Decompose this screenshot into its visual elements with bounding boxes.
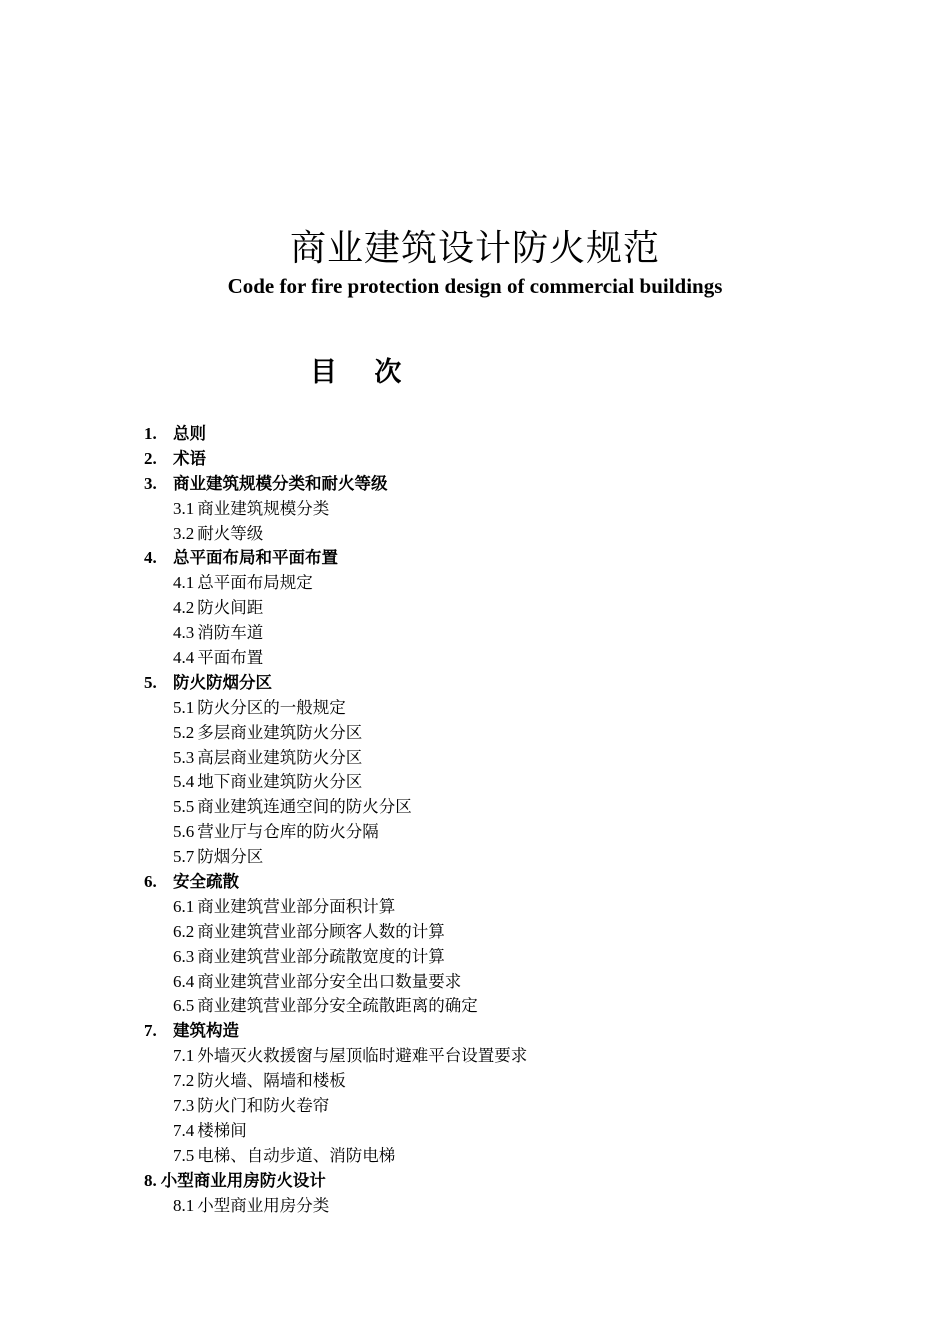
- toc-entry-title: 耐火等级: [197, 523, 264, 543]
- toc-entry-number: 4.2: [173, 598, 195, 618]
- toc-entry-number: 4.1: [173, 573, 195, 593]
- toc-entry-title: 术语: [173, 448, 206, 468]
- toc-entry-title: 防烟分区: [197, 847, 264, 867]
- toc-entry-number: 5.1: [173, 697, 195, 717]
- toc-entry-title: 总则: [173, 424, 206, 443]
- toc-entry-number: 5.2: [173, 722, 195, 742]
- toc-chapter-entry[interactable]: [144, 671, 904, 696]
- toc-entry-title: 楼梯间: [197, 1120, 247, 1140]
- toc-chapter-entry[interactable]: [144, 870, 904, 895]
- toc-section-entry[interactable]: [144, 1094, 904, 1119]
- toc-entry-number: 5.4: [173, 772, 195, 792]
- toc-section-entry[interactable]: [144, 1069, 904, 1094]
- toc-entry-title: 防火门和防火卷帘: [197, 1096, 330, 1116]
- toc-section-entry[interactable]: [144, 571, 904, 596]
- toc-section-entry[interactable]: [144, 522, 904, 547]
- toc-entry-number: 4.: [144, 548, 157, 568]
- toc-entry-number: 8.1: [173, 1195, 195, 1215]
- toc-entry-number: 3.2: [173, 523, 195, 543]
- table-of-contents: [144, 422, 904, 1219]
- toc-section-entry[interactable]: [144, 845, 904, 870]
- toc-section-entry[interactable]: [144, 920, 904, 945]
- toc-entry-title: 防火墙、隔墙和楼板: [197, 1071, 346, 1091]
- toc-section-entry[interactable]: [144, 994, 904, 1019]
- toc-entry-title: 商业建筑连通空间的防火分区: [197, 797, 412, 817]
- toc-entry-title: 小型商业用房分类: [197, 1195, 330, 1215]
- toc-chapter-entry[interactable]: [144, 546, 904, 571]
- toc-chapter-entry[interactable]: [144, 472, 904, 497]
- toc-entry-title: 外墙灭火救援窗与屋顶临时避难平台设置要求: [197, 1046, 528, 1066]
- toc-entry-number: 6.2: [173, 921, 195, 941]
- toc-entry-number: 5.3: [173, 747, 195, 767]
- toc-entry-title: 多层商业建筑防火分区: [197, 722, 363, 742]
- document-title-chinese: 商业建筑设计防火规范: [289, 228, 660, 269]
- toc-entry-number: 7.5: [173, 1145, 195, 1165]
- toc-entry-title: 商业建筑营业部分顾客人数的计算: [197, 921, 445, 941]
- toc-entry-number: 8.: [144, 1170, 157, 1190]
- toc-section-entry[interactable]: [144, 895, 904, 920]
- toc-section-entry[interactable]: [144, 1144, 904, 1169]
- toc-section-entry[interactable]: [144, 746, 904, 771]
- toc-entry-number: 6.4: [173, 971, 195, 991]
- toc-chapter-entry[interactable]: [144, 422, 904, 447]
- toc-entry-number: 5.6: [173, 822, 195, 842]
- toc-section-entry[interactable]: [144, 795, 904, 820]
- toc-section-entry[interactable]: [144, 646, 904, 671]
- toc-entry-number: 4.3: [173, 623, 195, 643]
- toc-chapter-entry[interactable]: [144, 447, 904, 472]
- toc-section-entry[interactable]: [144, 596, 904, 621]
- toc-entry-number: 3.: [144, 473, 157, 493]
- toc-entry-title: 总平面布局规定: [197, 573, 313, 593]
- toc-section-entry[interactable]: [144, 820, 904, 845]
- toc-entry-number: 6.1: [173, 896, 195, 916]
- toc-entry-title: 商业建筑规模分类: [197, 498, 330, 518]
- toc-entry-number: 7.4: [173, 1120, 195, 1140]
- toc-entry-number: 6.5: [173, 996, 195, 1016]
- toc-entry-number: 2.: [144, 448, 157, 468]
- toc-entry-number: 5.5: [173, 797, 195, 817]
- toc-entry-number: 5.: [144, 672, 157, 692]
- toc-section-entry[interactable]: [144, 1119, 904, 1144]
- toc-entry-title: 商业建筑营业部分安全疏散距离的确定: [197, 996, 478, 1016]
- toc-section-entry[interactable]: [144, 945, 904, 970]
- toc-entry-title: 防火分区的一般规定: [197, 697, 346, 717]
- toc-entry-title: 消防车道: [197, 623, 264, 643]
- toc-section-entry[interactable]: [144, 497, 904, 522]
- toc-entry-number: 3.1: [173, 498, 195, 518]
- toc-entry-number: 7.: [144, 1021, 157, 1041]
- toc-entry-title: 地下商业建筑防火分区: [197, 772, 363, 792]
- toc-entry-title: 商业建筑营业部分安全出口数量要求: [197, 971, 462, 991]
- toc-entry-title: 电梯、自动步道、消防电梯: [197, 1145, 396, 1165]
- toc-entry-number: 7.2: [173, 1071, 195, 1091]
- toc-entry-number: 4.4: [173, 648, 195, 668]
- toc-entry-title: 防火间距: [197, 598, 264, 618]
- toc-entry-title: 建筑构造: [173, 1021, 239, 1041]
- toc-entry-number: 7.3: [173, 1096, 195, 1116]
- toc-entry-title: 防火防烟分区: [173, 672, 272, 692]
- toc-section-entry[interactable]: [144, 970, 904, 995]
- toc-section-entry[interactable]: [144, 1194, 904, 1219]
- toc-entry-number: 6.: [144, 872, 157, 892]
- toc-entry-title: 平面布置: [197, 648, 264, 668]
- toc-section-entry[interactable]: [144, 721, 904, 746]
- toc-entry-number: 1.: [144, 424, 157, 443]
- toc-heading: 目 次: [310, 357, 416, 388]
- toc-entry-title: 商业建筑营业部分疏散宽度的计算: [197, 946, 445, 966]
- toc-chapter-entry[interactable]: [144, 1019, 904, 1044]
- toc-entry-title: 商业建筑规模分类和耐火等级: [173, 473, 388, 493]
- toc-entry-title: 营业厅与仓库的防火分隔: [197, 822, 379, 842]
- toc-entry-number: 7.1: [173, 1046, 195, 1066]
- toc-entry-title: 总平面布局和平面布置: [173, 548, 338, 568]
- toc-entry-number: 6.3: [173, 946, 195, 966]
- document-title-english: Code for fire protection design of commercial buildings: [227, 274, 723, 298]
- toc-entry-title: 高层商业建筑防火分区: [197, 747, 363, 767]
- toc-chapter-entry[interactable]: [144, 1169, 904, 1194]
- toc-entry-title: 小型商业用房防火设计: [160, 1170, 326, 1190]
- toc-entry-title: 安全疏散: [173, 872, 239, 892]
- toc-section-entry[interactable]: [144, 1044, 904, 1069]
- toc-entry-number: 5.7: [173, 847, 195, 867]
- toc-entry-title: 商业建筑营业部分面积计算: [197, 896, 396, 916]
- toc-section-entry[interactable]: [144, 696, 904, 721]
- toc-section-entry[interactable]: [144, 621, 904, 646]
- toc-section-entry[interactable]: [144, 770, 904, 795]
